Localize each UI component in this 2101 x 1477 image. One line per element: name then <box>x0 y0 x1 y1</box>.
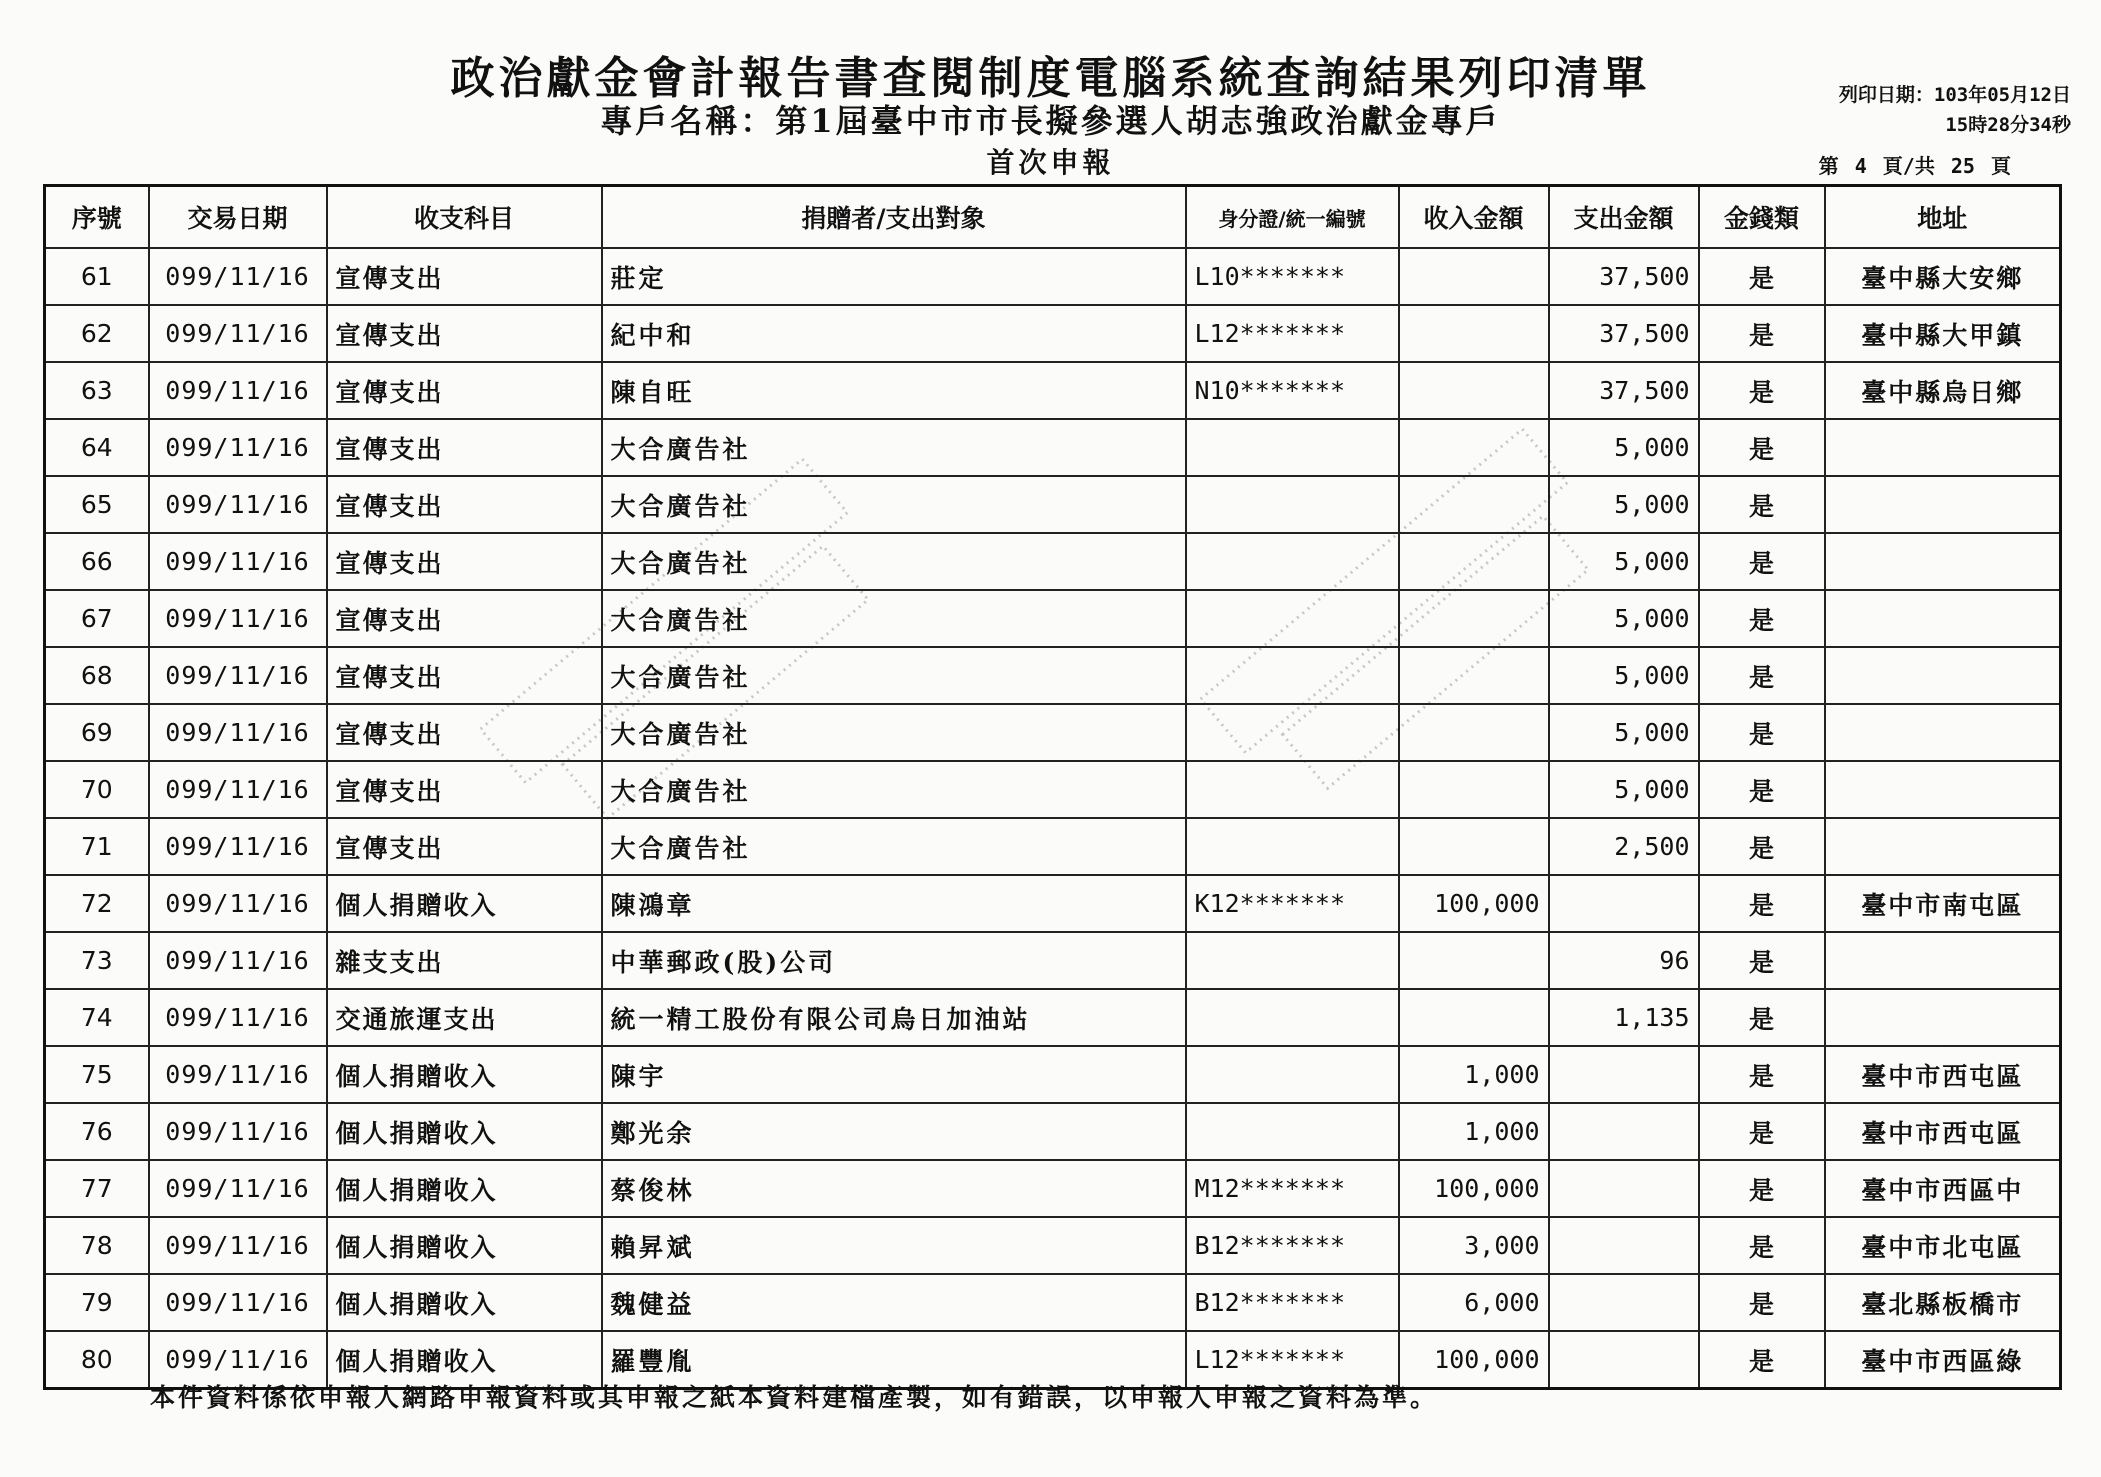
cell-date: 099/11/16 <box>149 590 327 647</box>
cell-address: 臺中市西屯區 <box>1825 1046 2061 1103</box>
cell-cash: 是 <box>1699 533 1825 590</box>
cell-expense <box>1549 1103 1699 1160</box>
cell-address <box>1825 590 2061 647</box>
cell-seq: 70 <box>45 761 149 818</box>
cell-seq: 72 <box>45 875 149 932</box>
cell-address <box>1825 932 2061 989</box>
cell-id <box>1186 533 1399 590</box>
col-header-income: 收入金額 <box>1399 186 1549 249</box>
cell-id: N10******* <box>1186 362 1399 419</box>
cell-cash: 是 <box>1699 305 1825 362</box>
cell-seq: 80 <box>45 1331 149 1389</box>
cell-cash: 是 <box>1699 1274 1825 1331</box>
cell-id <box>1186 818 1399 875</box>
footer-disclaimer: 本件資料係依申報人網路申報資料或其申報之紙本資料建檔產製，如有錯誤，以申報人申報之資料為準。 <box>150 1383 1439 1412</box>
cell-category: 宣傳支出 <box>327 818 602 875</box>
col-header-cash: 金錢類 <box>1699 186 1825 249</box>
cell-expense: 37,500 <box>1549 305 1699 362</box>
cell-category: 個人捐贈收入 <box>327 1160 602 1217</box>
cell-category: 個人捐贈收入 <box>327 1103 602 1160</box>
cell-cash: 是 <box>1699 704 1825 761</box>
cell-seq: 76 <box>45 1103 149 1160</box>
cell-address <box>1825 818 2061 875</box>
cell-address <box>1825 704 2061 761</box>
cell-expense <box>1549 1160 1699 1217</box>
cell-expense: 1,135 <box>1549 989 1699 1046</box>
cell-category: 宣傳支出 <box>327 419 602 476</box>
cell-seq: 75 <box>45 1046 149 1103</box>
cell-income: 1,000 <box>1399 1103 1549 1160</box>
ledger-table <box>43 184 2062 1390</box>
cell-expense <box>1549 875 1699 932</box>
cell-category: 雜支支出 <box>327 932 602 989</box>
cell-cash: 是 <box>1699 932 1825 989</box>
cell-address: 臺中縣烏日鄉 <box>1825 362 2061 419</box>
cell-date: 099/11/16 <box>149 305 327 362</box>
cell-income: 100,000 <box>1399 875 1549 932</box>
table-row <box>45 875 2061 932</box>
cell-date: 099/11/16 <box>149 1160 327 1217</box>
cell-income: 100,000 <box>1399 1160 1549 1217</box>
cell-date: 099/11/16 <box>149 989 327 1046</box>
cell-expense: 2,500 <box>1549 818 1699 875</box>
cell-category: 個人捐贈收入 <box>327 1046 602 1103</box>
col-header-expense: 支出金額 <box>1549 186 1699 249</box>
cell-id <box>1186 704 1399 761</box>
cell-income <box>1399 590 1549 647</box>
cell-income <box>1399 419 1549 476</box>
cell-expense: 5,000 <box>1549 704 1699 761</box>
cell-expense: 5,000 <box>1549 647 1699 704</box>
cell-category: 宣傳支出 <box>327 647 602 704</box>
cell-cash: 是 <box>1699 1103 1825 1160</box>
cell-cash: 是 <box>1699 818 1825 875</box>
cell-payee: 大合廣告社 <box>602 818 1186 875</box>
cell-income <box>1399 932 1549 989</box>
cell-expense <box>1549 1274 1699 1331</box>
cell-cash: 是 <box>1699 476 1825 533</box>
col-header-payee: 捐贈者/支出對象 <box>602 186 1186 249</box>
print-time: 15時28分34秒 <box>1945 114 2071 136</box>
cell-cash: 是 <box>1699 248 1825 305</box>
cell-seq: 68 <box>45 647 149 704</box>
cell-income <box>1399 248 1549 305</box>
cell-id: L12******* <box>1186 305 1399 362</box>
cell-seq: 61 <box>45 248 149 305</box>
cell-date: 099/11/16 <box>149 533 327 590</box>
cell-cash: 是 <box>1699 989 1825 1046</box>
cell-id: L12******* <box>1186 1331 1399 1389</box>
cell-expense: 5,000 <box>1549 419 1699 476</box>
cell-address <box>1825 533 2061 590</box>
cell-category: 個人捐贈收入 <box>327 1274 602 1331</box>
table-row <box>45 419 2061 476</box>
cell-cash: 是 <box>1699 590 1825 647</box>
cell-expense <box>1549 1331 1699 1389</box>
cell-cash: 是 <box>1699 1331 1825 1389</box>
cell-date: 099/11/16 <box>149 419 327 476</box>
cell-expense: 37,500 <box>1549 248 1699 305</box>
cell-date: 099/11/16 <box>149 1274 327 1331</box>
cell-id <box>1186 932 1399 989</box>
table-row <box>45 647 2061 704</box>
cell-income: 100,000 <box>1399 1331 1549 1389</box>
cell-payee: 蔡俊林 <box>602 1160 1186 1217</box>
cell-payee: 大合廣告社 <box>602 761 1186 818</box>
cell-payee: 鄭光余 <box>602 1103 1186 1160</box>
cell-date: 099/11/16 <box>149 476 327 533</box>
cell-seq: 66 <box>45 533 149 590</box>
cell-seq: 67 <box>45 590 149 647</box>
account-name: 專戶名稱：第1屆臺中市市長擬參選人胡志強政治獻金專戶 <box>600 102 1501 140</box>
cell-income <box>1399 362 1549 419</box>
cell-income <box>1399 989 1549 1046</box>
cell-payee: 大合廣告社 <box>602 476 1186 533</box>
col-header-seq: 序號 <box>45 186 149 249</box>
cell-income <box>1399 305 1549 362</box>
cell-seq: 77 <box>45 1160 149 1217</box>
cell-category: 個人捐贈收入 <box>327 875 602 932</box>
table-header-row <box>45 186 2061 249</box>
cell-category: 個人捐贈收入 <box>327 1217 602 1274</box>
cell-cash: 是 <box>1699 1160 1825 1217</box>
cell-seq: 74 <box>45 989 149 1046</box>
cell-income <box>1399 761 1549 818</box>
cell-id: M12******* <box>1186 1160 1399 1217</box>
cell-id <box>1186 1103 1399 1160</box>
cell-id: K12******* <box>1186 875 1399 932</box>
cell-date: 099/11/16 <box>149 647 327 704</box>
table-row <box>45 476 2061 533</box>
print-date: 列印日期：103年05月12日 <box>1838 84 2071 106</box>
cell-id <box>1186 647 1399 704</box>
cell-seq: 73 <box>45 932 149 989</box>
cell-date: 099/11/16 <box>149 875 327 932</box>
cell-expense: 5,000 <box>1549 476 1699 533</box>
cell-category: 個人捐贈收入 <box>327 1331 602 1389</box>
table-row <box>45 704 2061 761</box>
col-header-address: 地址 <box>1825 186 2061 249</box>
cell-seq: 65 <box>45 476 149 533</box>
cell-cash: 是 <box>1699 761 1825 818</box>
table-row <box>45 533 2061 590</box>
cell-income <box>1399 647 1549 704</box>
cell-payee: 羅豐胤 <box>602 1331 1186 1389</box>
cell-address: 臺中市南屯區 <box>1825 875 2061 932</box>
cell-id: B12******* <box>1186 1217 1399 1274</box>
cell-income <box>1399 533 1549 590</box>
cell-expense: 37,500 <box>1549 362 1699 419</box>
cell-date: 099/11/16 <box>149 1217 327 1274</box>
cell-date: 099/11/16 <box>149 362 327 419</box>
cell-category: 宣傳支出 <box>327 362 602 419</box>
cell-income <box>1399 704 1549 761</box>
cell-cash: 是 <box>1699 647 1825 704</box>
cell-seq: 79 <box>45 1274 149 1331</box>
cell-category: 宣傳支出 <box>327 305 602 362</box>
cell-payee: 統一精工股份有限公司烏日加油站 <box>602 989 1186 1046</box>
cell-income: 6,000 <box>1399 1274 1549 1331</box>
cell-payee: 陳自旺 <box>602 362 1186 419</box>
cell-expense: 5,000 <box>1549 761 1699 818</box>
cell-address: 臺北縣板橋市 <box>1825 1274 2061 1331</box>
cell-payee: 紀中和 <box>602 305 1186 362</box>
filing-type: 首次申報 <box>986 146 1115 179</box>
cell-address <box>1825 989 2061 1046</box>
print-timestamp <box>1839 80 2071 140</box>
cell-category: 宣傳支出 <box>327 590 602 647</box>
cell-expense <box>1549 1046 1699 1103</box>
table-row <box>45 590 2061 647</box>
col-header-category: 收支科目 <box>327 186 602 249</box>
cell-expense: 96 <box>1549 932 1699 989</box>
cell-cash: 是 <box>1699 1217 1825 1274</box>
cell-seq: 69 <box>45 704 149 761</box>
cell-income: 1,000 <box>1399 1046 1549 1103</box>
cell-expense: 5,000 <box>1549 590 1699 647</box>
cell-expense: 5,000 <box>1549 533 1699 590</box>
cell-payee: 魏健益 <box>602 1274 1186 1331</box>
cell-address: 臺中縣大安鄉 <box>1825 248 2061 305</box>
cell-date: 099/11/16 <box>149 818 327 875</box>
cell-payee: 大合廣告社 <box>602 704 1186 761</box>
cell-address: 臺中縣大甲鎮 <box>1825 305 2061 362</box>
cell-id <box>1186 1046 1399 1103</box>
table-row <box>45 1160 2061 1217</box>
cell-id <box>1186 476 1399 533</box>
cell-date: 099/11/16 <box>149 1331 327 1389</box>
table-row <box>45 1217 2061 1274</box>
cell-seq: 78 <box>45 1217 149 1274</box>
cell-seq: 64 <box>45 419 149 476</box>
cell-address <box>1825 761 2061 818</box>
cell-cash: 是 <box>1699 875 1825 932</box>
cell-payee: 莊定 <box>602 248 1186 305</box>
cell-address <box>1825 419 2061 476</box>
cell-payee: 中華郵政(股)公司 <box>602 932 1186 989</box>
cell-date: 099/11/16 <box>149 1103 327 1160</box>
cell-address: 臺中市北屯區 <box>1825 1217 2061 1274</box>
cell-expense <box>1549 1217 1699 1274</box>
cell-category: 宣傳支出 <box>327 533 602 590</box>
cell-payee: 陳宇 <box>602 1046 1186 1103</box>
cell-id <box>1186 419 1399 476</box>
cell-payee: 大合廣告社 <box>602 647 1186 704</box>
cell-income <box>1399 476 1549 533</box>
cell-id <box>1186 989 1399 1046</box>
cell-cash: 是 <box>1699 362 1825 419</box>
cell-payee: 大合廣告社 <box>602 590 1186 647</box>
cell-id <box>1186 761 1399 818</box>
cell-date: 099/11/16 <box>149 704 327 761</box>
cell-payee: 大合廣告社 <box>602 533 1186 590</box>
table-row <box>45 1103 2061 1160</box>
cell-category: 宣傳支出 <box>327 704 602 761</box>
table-row <box>45 932 2061 989</box>
cell-income <box>1399 818 1549 875</box>
cell-category: 宣傳支出 <box>327 761 602 818</box>
cell-address: 臺中市西區中 <box>1825 1160 2061 1217</box>
table-row <box>45 248 2061 305</box>
cell-category: 宣傳支出 <box>327 476 602 533</box>
cell-address: 臺中市西區綠 <box>1825 1331 2061 1389</box>
cell-date: 099/11/16 <box>149 761 327 818</box>
document-title: 政治獻金會計報告書查閱制度電腦系統查詢結果列印清單 <box>450 53 1651 104</box>
cell-category: 宣傳支出 <box>327 248 602 305</box>
cell-cash: 是 <box>1699 1046 1825 1103</box>
cell-income: 3,000 <box>1399 1217 1549 1274</box>
table-row <box>45 818 2061 875</box>
cell-id: B12******* <box>1186 1274 1399 1331</box>
page-indicator: 第 4 頁/共 25 頁 <box>1818 154 2011 178</box>
table-row <box>45 305 2061 362</box>
cell-address: 臺中市西屯區 <box>1825 1103 2061 1160</box>
cell-seq: 62 <box>45 305 149 362</box>
table-row <box>45 1046 2061 1103</box>
table-row <box>45 362 2061 419</box>
cell-payee: 大合廣告社 <box>602 419 1186 476</box>
cell-payee: 賴昇斌 <box>602 1217 1186 1274</box>
cell-id: L10******* <box>1186 248 1399 305</box>
table-row <box>45 989 2061 1046</box>
table-row <box>45 1274 2061 1331</box>
col-header-id: 身分證/統一編號 <box>1186 186 1399 249</box>
cell-category: 交通旅運支出 <box>327 989 602 1046</box>
cell-date: 099/11/16 <box>149 1046 327 1103</box>
cell-seq: 63 <box>45 362 149 419</box>
cell-date: 099/11/16 <box>149 932 327 989</box>
table-row <box>45 761 2061 818</box>
cell-id <box>1186 590 1399 647</box>
cell-address <box>1825 647 2061 704</box>
cell-seq: 71 <box>45 818 149 875</box>
cell-payee: 陳鴻章 <box>602 875 1186 932</box>
cell-date: 099/11/16 <box>149 248 327 305</box>
cell-address <box>1825 476 2061 533</box>
col-header-date: 交易日期 <box>149 186 327 249</box>
cell-cash: 是 <box>1699 419 1825 476</box>
